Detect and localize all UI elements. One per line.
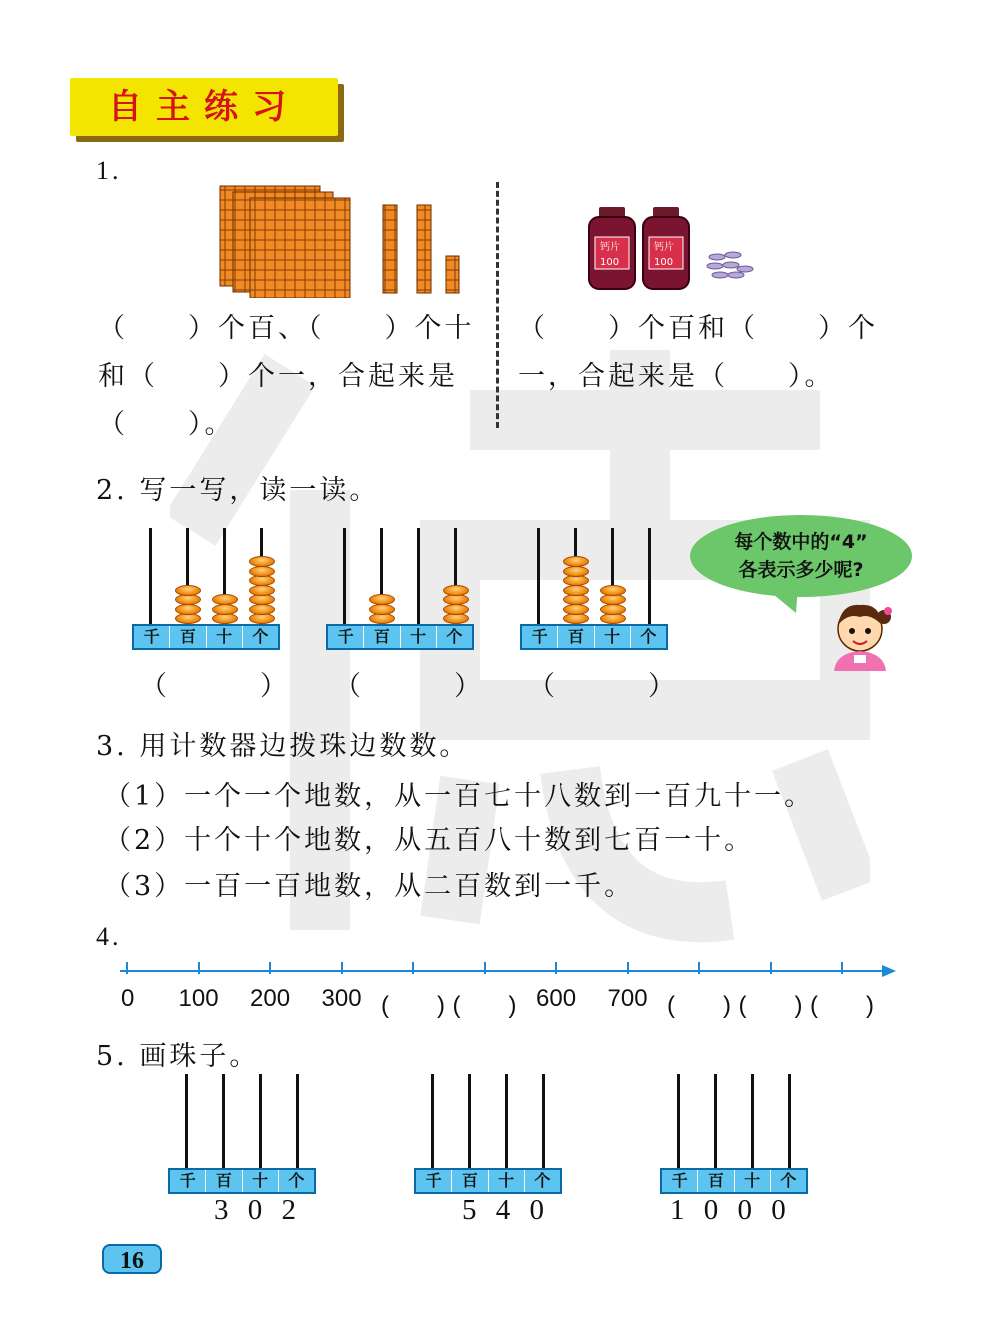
place-label: 百 (698, 1170, 734, 1192)
abacus-bead (175, 585, 201, 596)
empty-abacus-2[interactable] (414, 1074, 562, 1194)
abacus-bead (249, 604, 275, 615)
place-label: 千 (328, 626, 364, 648)
q1-divider (496, 182, 499, 428)
place-value-base (326, 624, 474, 650)
place-label: 百 (206, 1170, 242, 1192)
hundred-block (250, 198, 350, 298)
ten-rod (417, 205, 431, 293)
ten-rod (383, 205, 397, 293)
abacus-2 (326, 528, 474, 650)
q3-title: 3. 用计数器边拨珠边数数。 (96, 731, 470, 762)
answer-blank-3[interactable]: （ ） (528, 671, 678, 702)
abacus-bead (443, 604, 469, 615)
q1-right-line1: （ ）个百和（ ）个 (518, 313, 878, 344)
place-value-base (520, 624, 668, 650)
abacus-bead (212, 604, 238, 615)
q5-number-2: 5 4 0 (462, 1194, 550, 1226)
abacus-rod (751, 1074, 754, 1168)
place-label: 千 (134, 626, 170, 648)
abacus-bead (600, 585, 626, 596)
number-line-tick (412, 962, 414, 974)
q5-title: 5. 画珠子。 (96, 1041, 260, 1072)
number-line-tick (770, 962, 772, 974)
abacus-rod (296, 1074, 299, 1168)
abacus-bead (600, 594, 626, 605)
place-label: 十 (735, 1170, 771, 1192)
number-line-tick (341, 962, 343, 974)
number-line-label: 0 (121, 985, 135, 1012)
q1-left-line2: 和（ ）个一，合起来是 (98, 361, 458, 392)
jar-count: 100 (600, 257, 620, 268)
number-line-tick (555, 962, 557, 974)
abacus-bead (249, 575, 275, 586)
place-label: 千 (522, 626, 558, 648)
q2-title: 2. 写一写，读一读。 (96, 475, 380, 506)
place-label: 千 (170, 1170, 206, 1192)
section-title: 自主练习 (108, 87, 300, 127)
abacus-bead (563, 585, 589, 596)
abacus-bead (249, 613, 275, 624)
abacus-bead (175, 594, 201, 605)
jar-label: 钙片 (600, 242, 620, 253)
number-line-label[interactable]: ( ) (381, 992, 445, 1019)
section-title-banner (70, 78, 338, 136)
abacus-bead (443, 613, 469, 624)
abacus-rod (677, 1074, 680, 1168)
abacus-bead (563, 566, 589, 577)
q3-item-2: （2）十个十个地数，从五百八十数到七百一十。 (104, 825, 755, 856)
number-line-tick (627, 962, 629, 974)
q5-number-1: 3 0 2 (214, 1194, 302, 1226)
place-value-base (168, 1168, 316, 1194)
answer-blank-2[interactable]: （ ） (334, 671, 484, 702)
number-line-tick (269, 962, 271, 974)
place-label: 千 (662, 1170, 698, 1192)
number-line-tick (126, 962, 128, 974)
abacus-rod (259, 1074, 262, 1168)
q3-item-1: （1）一个一个地数，从一百七十八数到一百九十一。 (104, 781, 815, 812)
number-line-tick (198, 962, 200, 974)
speech-line1: 每个数中的“4” (734, 531, 868, 553)
abacus-bead (369, 604, 395, 615)
place-label: 个 (252, 627, 269, 646)
abacus-bead (175, 613, 201, 624)
jar-label: 钙片 (654, 242, 674, 253)
abacus-rod (505, 1074, 508, 1168)
q3-item-3: （3）一百一百地数，从二百数到一千。 (104, 871, 635, 902)
abacus-bead (175, 604, 201, 615)
number-line-tick (484, 962, 486, 974)
abacus-rod (468, 1074, 471, 1168)
abacus-rod (185, 1074, 188, 1168)
q1-number: 1. (96, 156, 122, 185)
abacus-bead (249, 585, 275, 596)
place-label: 千 (416, 1170, 452, 1192)
abacus-bead (249, 566, 275, 577)
place-label: 十 (595, 626, 631, 648)
place-label: 百 (452, 1170, 488, 1192)
number-line-label[interactable]: ( ) (738, 992, 803, 1019)
abacus-bead (443, 594, 469, 605)
place-label: 百 (558, 626, 594, 648)
jar-count: 100 (654, 257, 674, 268)
number-line-tick (841, 962, 843, 974)
number-line-tick (698, 962, 700, 974)
q1-right-line2: 一，合起来是（ ）。 (518, 361, 835, 392)
place-label: 十 (489, 1170, 525, 1192)
abacus-rod (714, 1074, 717, 1168)
abacus-3 (520, 528, 668, 650)
q1-left-line3: （ ）。 (98, 409, 235, 440)
abacus-bead (563, 613, 589, 624)
number-line-label: 100 (178, 985, 219, 1012)
page-number: 16 (102, 1244, 162, 1274)
abacus-bead (369, 613, 395, 624)
place-label: 个 (446, 627, 463, 646)
abacus-rod (417, 528, 420, 624)
number-line-label: 200 (250, 985, 291, 1012)
number-line (116, 960, 902, 982)
place-label: 十 (401, 626, 437, 648)
abacus-rod (343, 528, 346, 624)
number-line-label[interactable]: ( ) (452, 992, 517, 1019)
abacus-bead (563, 604, 589, 615)
abacus-bead (563, 575, 589, 586)
speech-bubble (690, 515, 912, 597)
empty-abacus-1[interactable] (168, 1074, 316, 1194)
abacus-bead (369, 594, 395, 605)
abacus-rod (542, 1074, 545, 1168)
place-label: 个 (534, 1171, 551, 1190)
abacus-bead (249, 594, 275, 605)
place-value-base (660, 1168, 808, 1194)
abacus-1 (132, 528, 280, 650)
abacus-rod (149, 528, 152, 624)
number-line-label: 300 (321, 985, 362, 1012)
empty-abacus-3[interactable] (660, 1074, 808, 1194)
abacus-bead (563, 556, 589, 567)
number-line-label[interactable]: ( ) (810, 992, 874, 1019)
abacus-bead (600, 613, 626, 624)
place-label: 个 (640, 627, 657, 646)
base-ten-blocks (215, 180, 465, 298)
place-label: 十 (243, 1170, 279, 1192)
abacus-rod (537, 528, 540, 624)
girl-illustration (820, 595, 900, 673)
place-value-base (414, 1168, 562, 1194)
place-value-base (132, 624, 280, 650)
speech-tail (760, 585, 800, 615)
place-label: 个 (780, 1171, 797, 1190)
unit-cubes (446, 256, 459, 293)
abacus-bead (563, 594, 589, 605)
place-label: 个 (288, 1171, 305, 1190)
loose-tablets (707, 252, 753, 278)
speech-line2: 各表示多少呢? (738, 559, 864, 581)
abacus-rod (788, 1074, 791, 1168)
abacus-bead (600, 604, 626, 615)
answer-blank-1[interactable]: （ ） (140, 671, 290, 702)
q1-left-line1: （ ）个百、（ ）个十 (98, 313, 475, 344)
number-line-label: 600 (536, 985, 577, 1012)
abacus-rod (222, 1074, 225, 1168)
place-label: 百 (170, 626, 206, 648)
number-line-label: 700 (607, 985, 648, 1012)
abacus-bead (443, 585, 469, 596)
number-line-label[interactable]: ( ) (667, 992, 731, 1019)
vitamin-jars (585, 205, 760, 295)
abacus-rod (648, 528, 651, 624)
place-label: 十 (207, 626, 243, 648)
place-label: 百 (364, 626, 400, 648)
q5-number-3: 1 0 0 0 (670, 1194, 792, 1226)
abacus-rod (431, 1074, 434, 1168)
abacus-bead (212, 613, 238, 624)
abacus-bead (212, 594, 238, 605)
q4-number: 4. (96, 922, 122, 951)
abacus-bead (249, 556, 275, 567)
